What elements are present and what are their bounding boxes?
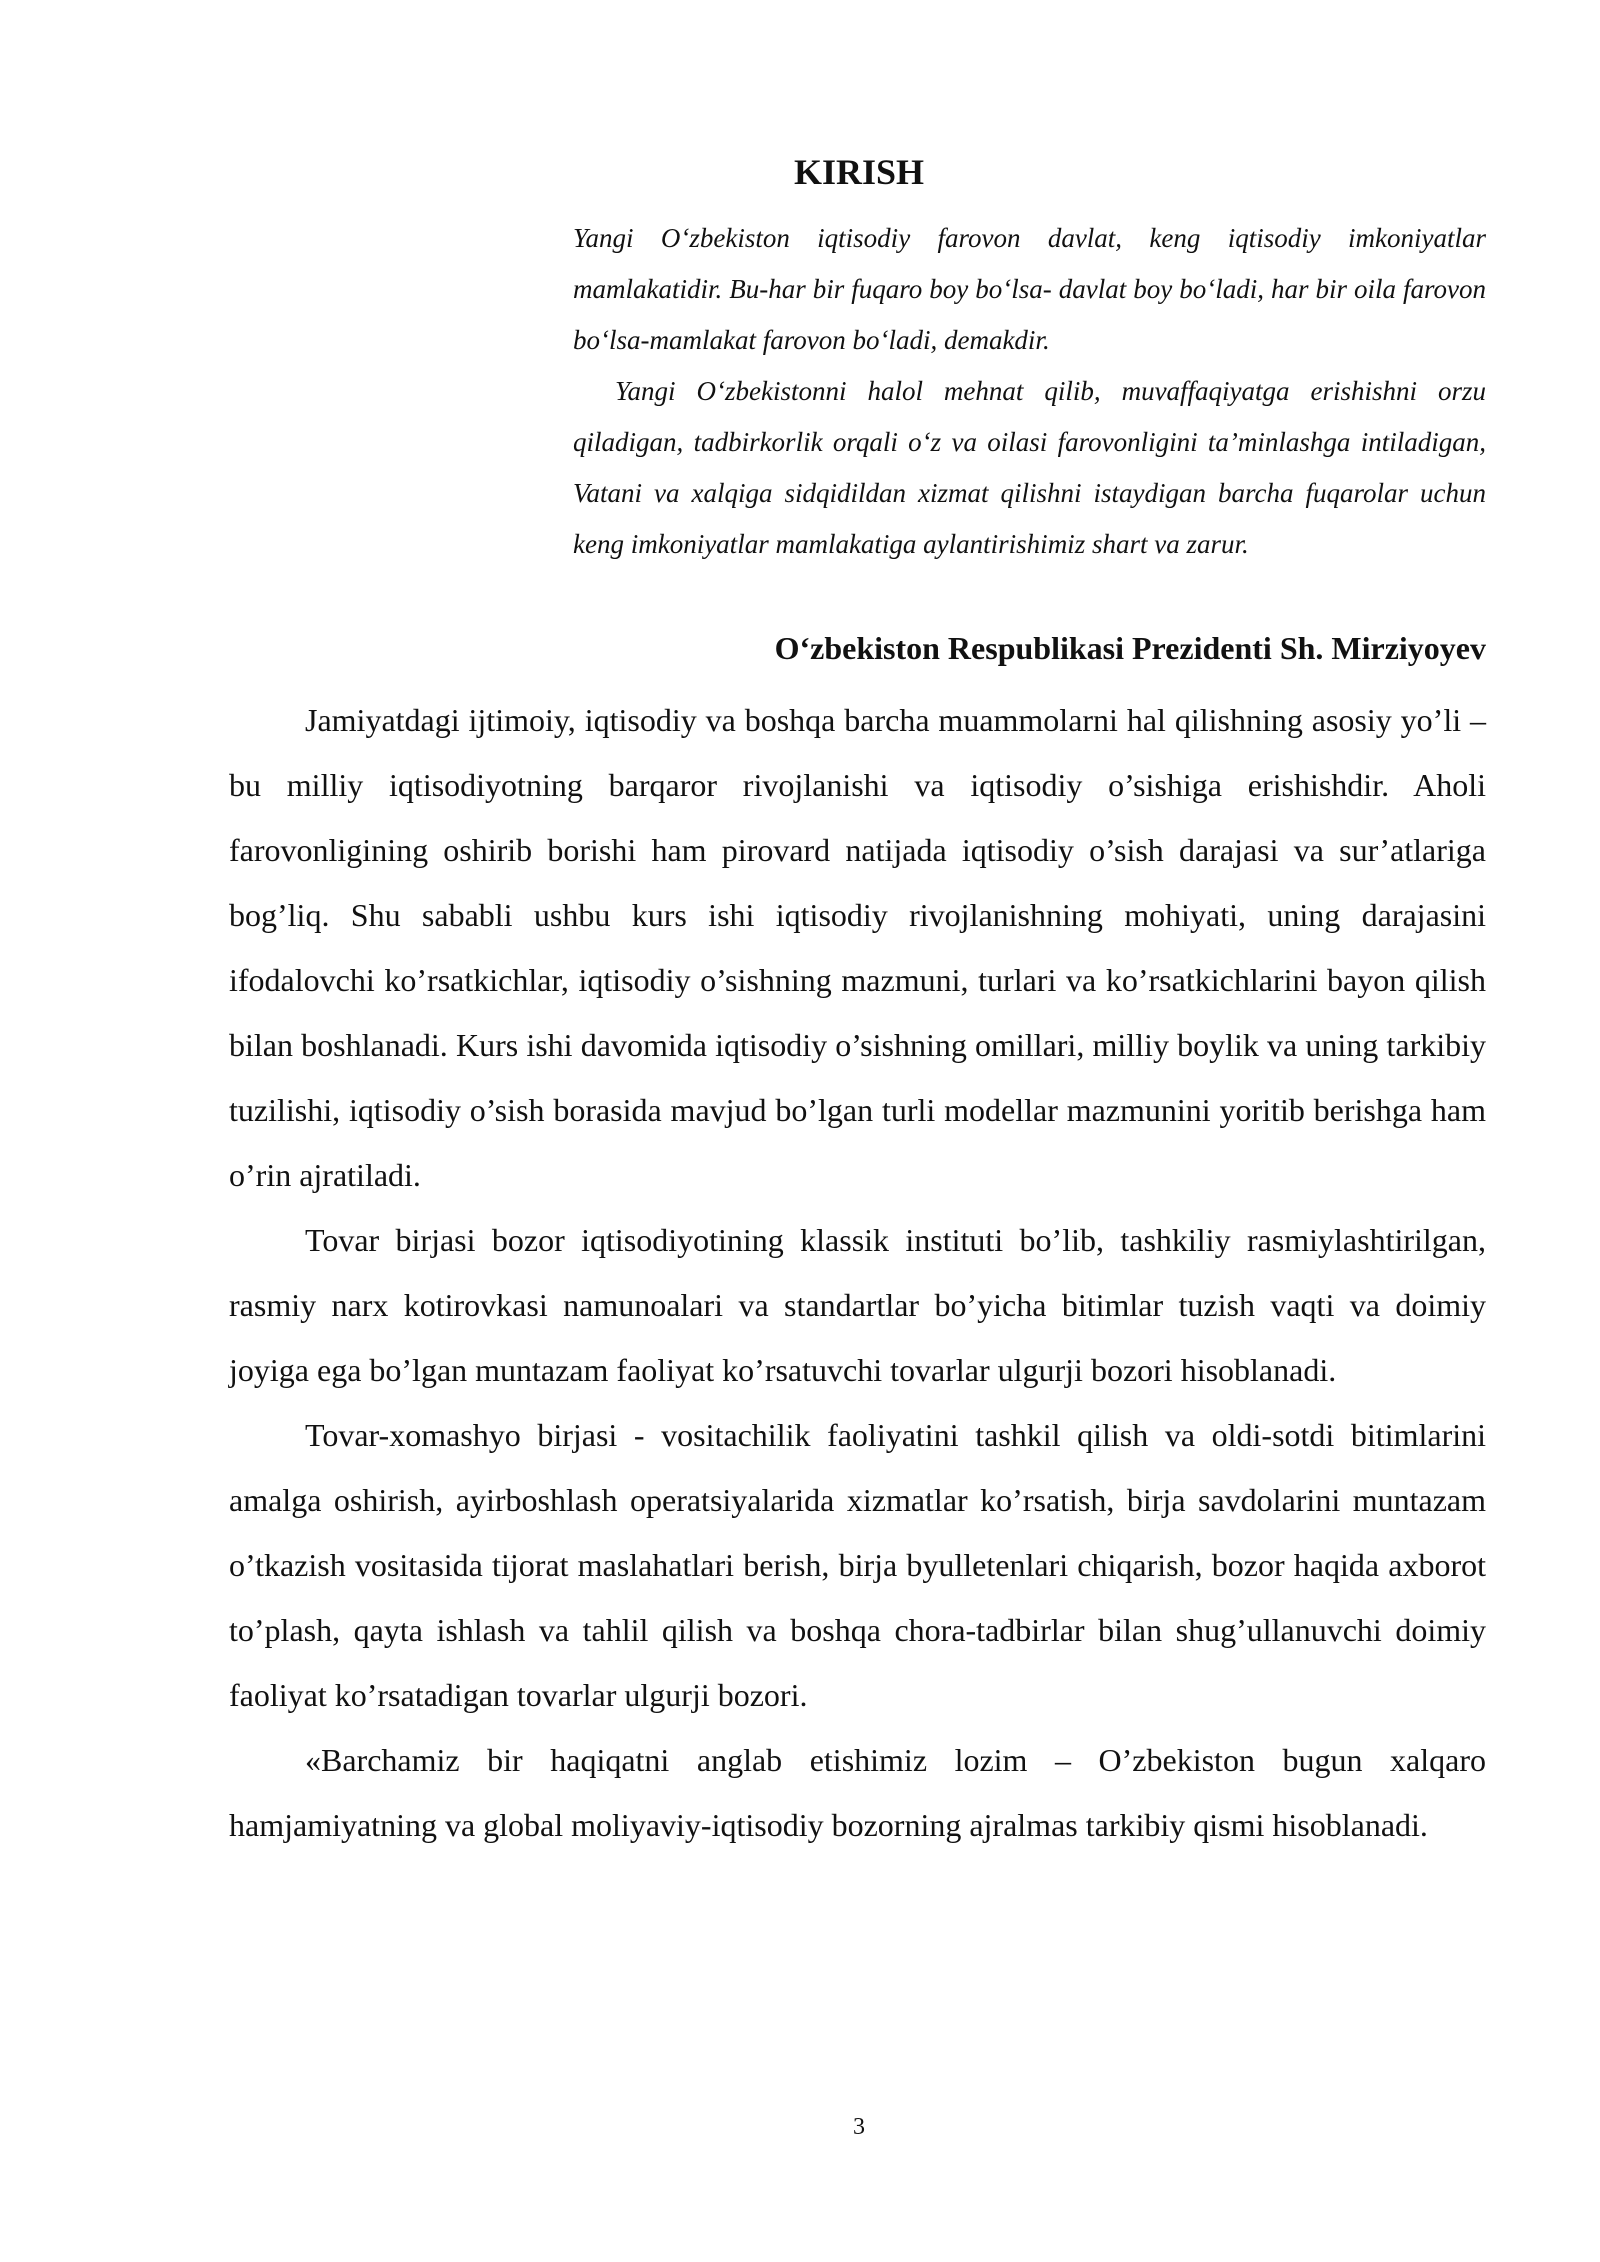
body-paragraph: «Barchamiz bir haqiqatni anglab etishimiz lozim – O’zbekiston bugun xalqaro hamjamiyatning va global moliyaviy-iqtisodiy bozorning ajralmas tarkibiy qismi hisoblanadi. [229,1742,1486,1843]
epigraph-signature: O‘zbekiston Respublikasi Prezidenti Sh. Mirziyoyev [774,630,1486,666]
epigraph-paragraph: Yangi O‘zbekiston iqtisodiy farovon davlat, keng iqtisodiy imkoniyatlar mamlakatidir. Bu-har bir fuqaro boy bo‘lsa- davlat boy bo‘ladi, har bir oila farovon bo‘lsa-mamlakat farovon bo‘ladi, demakdir. [573,223,1486,355]
body-paragraph: Tovar-xomashyo birjasi - vositachilik faoliyatini tashkil qilish va oldi-sotdi bitimlarini amalga oshirish, ayirboshlash operatsiyalarida xizmatlar ko’rsatish, birja savdolarini muntazam o’tkazish vositasida tijorat maslahatlari berish, birja byulletenlari chiqarish, bozor haqida axborot to’plash, qayta ishlash va tahlil qilish va boshqa chora-tadbirlar bilan shug’ullanuvchi doimiy faoliyat ko’rsatadigan tovarlar ulgurji bozori. [229,1417,1486,1713]
body-paragraph: Jamiyatdagi ijtimoiy, iqtisodiy va boshqa barcha muammolarni hal qilishning asosiy yo’li – bu milliy iqtisodiyotning barqaror rivojlanishi va iqtisodiy o’sishiga erishishdir. Aholi farovonligining oshirib borishi ham pirovard natijada iqtisodiy o’sish darajasi va sur’atlariga bog’liq. Shu sababli ushbu kurs ishi iqtisodiy rivojlanishning mohiyati, uning darajasini ifodalovchi ko’rsatkichlar, iqtisodiy o’sishning mazmuni, turlari va ko’rsatkichlarini bayon qilish bilan boshlanadi. Kurs ishi davomida iqtisodiy o’sishning omillari, milliy boylik va uning tarkibiy tuzilishi, iqtisodiy o’sish borasida mavjud bo’lgan turli modellar mazmunini yoritib berishga ham o’rin ajratiladi. [229,702,1486,1193]
epigraph-paragraph: Yangi O‘zbekistonni halol mehnat qilib, muvaffaqiyatga erishishni orzu qiladigan, tadbirkorlik orqali o‘z va oilasi farovonligini ta’minlashga intiladigan, Vatani va xalqiga sidqidildan xizmat qilishni istaydigan barcha fuqarolar uchun keng imkoniyatlar mamlakatiga aylantirishimiz shart va zarur. [573,376,1486,559]
body-paragraph: Tovar birjasi bozor iqtisodiyotining klassik instituti bo’lib, tashkiliy rasmiylashtirilgan, rasmiy narx kotirovkasi namunoalari va standartlar bo’yicha bitimlar tuzish vaqti va doimiy joyiga ega bo’lgan muntazam faoliyat ko’rsatuvchi tovarlar ulgurji bozori hisoblanadi. [229,1222,1486,1388]
page-number: 3 [853,2114,865,2140]
body-text [229,688,1486,1858]
page-title: KIRISH [793,152,925,192]
epigraph [573,213,1486,570]
